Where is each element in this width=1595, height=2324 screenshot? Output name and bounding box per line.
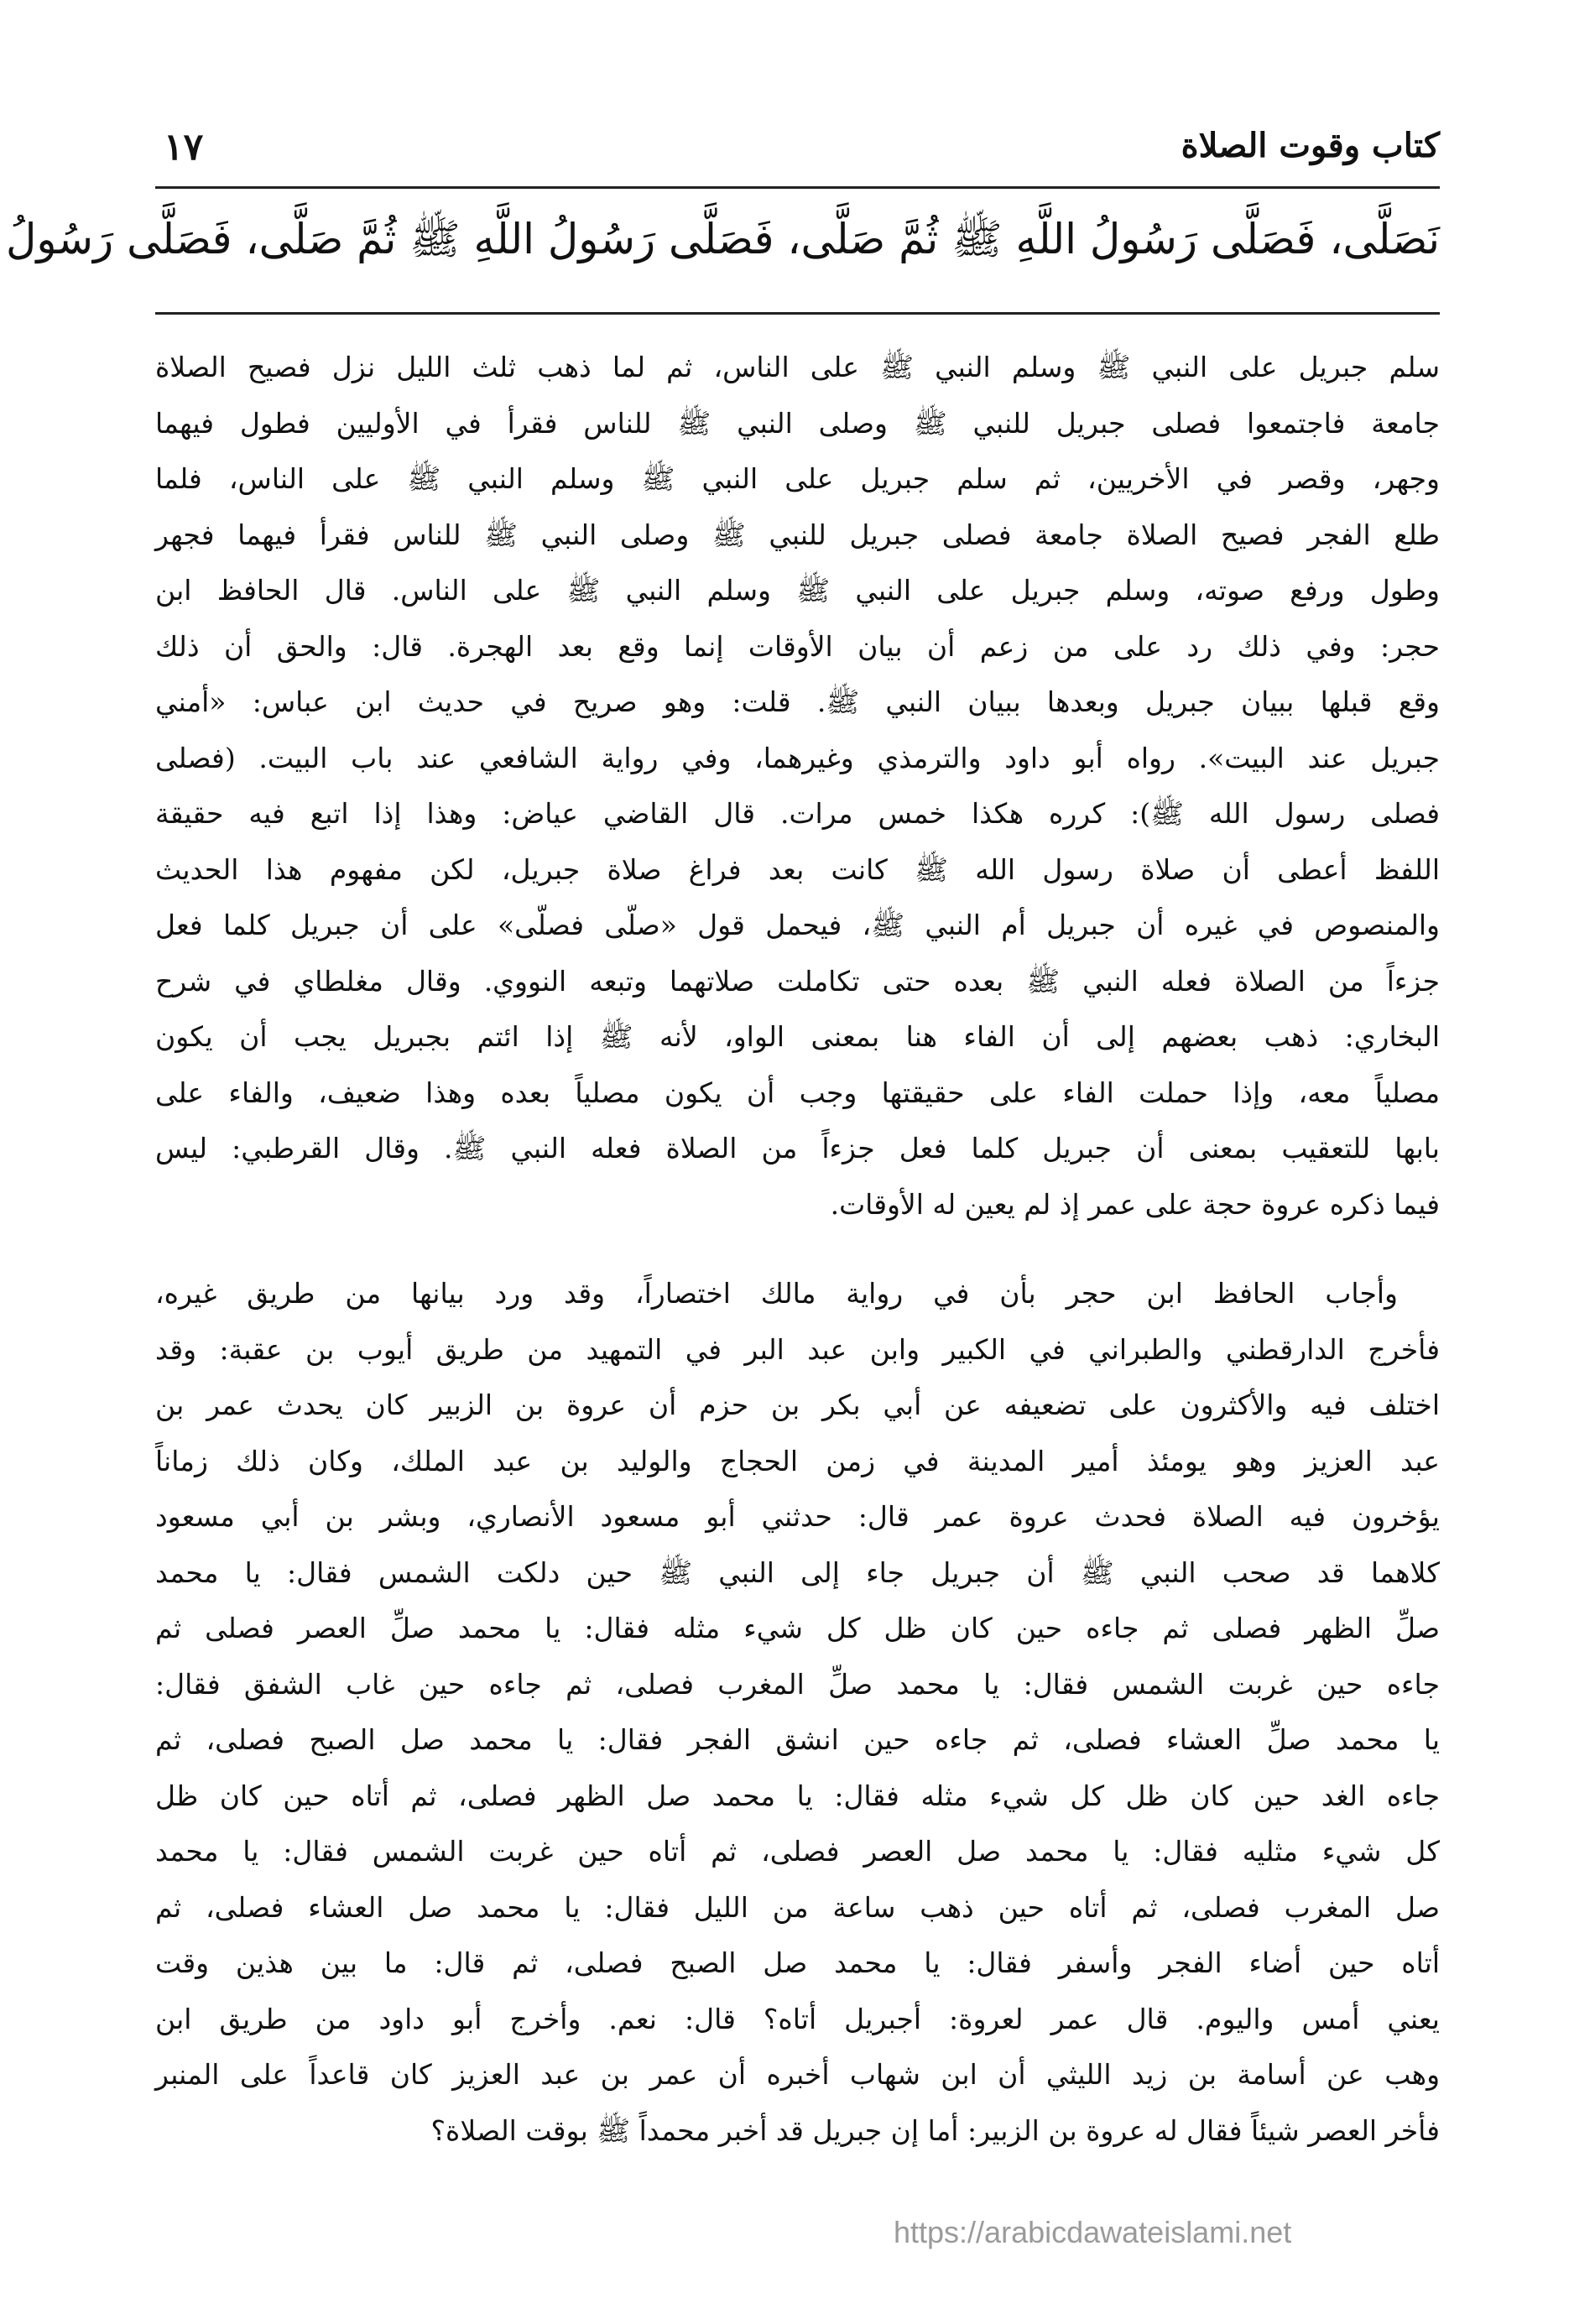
text-line: سلم جبريل على النبي ﷺ وسلم النبي ﷺ على الناس، ثم لما ذهب ثلث الليل نزل فصيح الصلاة bbox=[155, 351, 1440, 383]
text-line: حجر: وفي ذلك رد على من زعم أن بيان الأوقات إنما وقع بعد الهجرة. قال: والحق أن ذلك bbox=[155, 629, 1440, 663]
text-line: يا محمد صلِّ العشاء فصلى، ثم جاءه حين انشق الفجر فقال: يا محمد صل الصبح فصلى، ثم bbox=[155, 1723, 1440, 1756]
text-line: صل المغرب فصلى، ثم أتاه حين ذهب ساعة من الليل فقال: يا محمد صل العشاء فصلى، ثم bbox=[155, 1890, 1440, 1924]
text-line: جامعة فاجتمعوا فصلى جبريل للنبي ﷺ وصلى النبي ﷺ للناس فقرأ في الأوليين فطول فيهما bbox=[155, 406, 1440, 440]
text-line: يعني أمس واليوم. قال عمر لعروة: أجبريل أتاه؟ قال: نعم. وأخرج أبو داود من طريق ابن bbox=[155, 2002, 1440, 2035]
text-line: طلع الفجر فصيح الصلاة جامعة فصلى جبريل للنبي ﷺ وصلى النبي ﷺ للناس فقرأ فيهما فجهر bbox=[155, 518, 1440, 551]
text-line: أتاه حين أضاء الفجر وأسفر فقال: يا محمد صل الصبح فصلى، ثم قال: ما بين هذين وقت bbox=[155, 1946, 1440, 1979]
text-line: والمنصوص في غيره أن جبريل أم النبي ﷺ، فيحمل قول «صلّى فصلّى» على أن جبريل كلما فعل bbox=[155, 909, 1440, 941]
text-line: وقع قبلها ببيان جبريل وبعدها ببيان النبي ﷺ. قلت: وهو صريح في حديث ابن عباس: «أمني bbox=[155, 685, 1440, 718]
text-line: جبريل عند البيت». رواه أبو داود والترمذي وغيرهما، وفي رواية الشافعي عند باب البيت. (فصلى bbox=[155, 741, 1440, 774]
page-header bbox=[155, 126, 1440, 176]
text-line: صلِّ الظهر فصلى ثم جاءه حين كان ظل كل شيء مثله فقال: يا محمد صلِّ العصر فصلى ثم bbox=[155, 1612, 1440, 1644]
text-line: وأجاب الحافظ ابن حجر بأن في رواية مالك اختصاراً، وقد ورد بيانها من طريق غيره، bbox=[155, 1277, 1398, 1310]
text-line: فأخرج الدارقطني والطبراني في الكبير وابن عبد البر في التمهيد من طريق أيوب بن عقبة: وقد bbox=[155, 1332, 1440, 1366]
text-line: وهب عن أسامة بن زيد الليثي أن ابن شهاب أخبره أن عمر بن عبد العزيز كان قاعداً على المنبر bbox=[155, 2058, 1440, 2091]
watermark-url: https://arabicdawateislami.net bbox=[894, 2215, 1292, 2249]
text-line: اختلف فيه والأكثرون على تضعيفه عن أبي بكر بن حزم أن عروة بن الزبير كان يحدث عمر بن bbox=[155, 1389, 1440, 1421]
header-divider bbox=[155, 186, 1440, 189]
paragraph-1 bbox=[155, 340, 1440, 1232]
commentary-body bbox=[155, 340, 1440, 2159]
text-line: كلاهما قد صحب النبي ﷺ أن جبريل جاء إلى النبي ﷺ حين دلكت الشمس فقال: يا محمد bbox=[155, 1555, 1440, 1589]
chapter-title: كتاب وقوت الصلاة bbox=[1181, 126, 1440, 165]
paragraph-2 bbox=[155, 1266, 1440, 2159]
text-line: بابها للتعقيب بمعنى أن جبريل كلما فعل جزءاً من الصلاة فعله النبي ﷺ. وقال القرطبي: ليس bbox=[155, 1132, 1440, 1165]
text-line: جزءاً من الصلاة فعله النبي ﷺ بعده حتى تكاملت صلاتهما وتبعه النووي. وقال مغلطاي في شرح bbox=[155, 964, 1440, 998]
text-line: عبد العزيز وهو يومئذ أمير المدينة في زمن الحجاج والوليد بن عبد الملك، وكان ذلك زماناً bbox=[155, 1444, 1440, 1477]
text-line: البخاري: ذهب بعضهم إلى أن الفاء هنا بمعنى الواو، لأنه ﷺ إذا ائتم بجبريل يجب أن يكون bbox=[155, 1020, 1440, 1053]
text-line: فصلى رسول الله ﷺ): كرره هكذا خمس مرات. قال القاضي عياض: وهذا إذا اتبع فيه حقيقة bbox=[155, 797, 1440, 830]
commentary-divider bbox=[155, 312, 1440, 315]
text-line: وجهر، وقصر في الأخريين، ثم سلم جبريل على النبي ﷺ وسلم النبي ﷺ على الناس، فلما bbox=[155, 462, 1440, 495]
text-line: فيما ذكره عروة حجة على عمر إذ لم يعين له الأوقات. bbox=[830, 1187, 1440, 1221]
text-line: اللفظ أعطى أن صلاة رسول الله ﷺ كانت بعد فراغ صلاة جبريل، لكن مفهوم هذا الحديث bbox=[155, 852, 1440, 886]
text-line: يؤخرون فيه الصلاة فحدث عروة عمر قال: حدثني أبو مسعود الأنصاري، وبشر بن أبي مسعود bbox=[155, 1500, 1440, 1533]
page-number: ١٧ bbox=[164, 126, 204, 169]
text-line: كل شيء مثليه فقال: يا محمد صل العصر فصلى، ثم أتاه حين غربت الشمس فقال: يا محمد bbox=[155, 1835, 1440, 1868]
hadith-text-line: نَصَلَّى، فَصَلَّى رَسُولُ اللَّهِ ﷺ ثُمَّ صَلَّى، فَصَلَّى رَسُولُ اللَّهِ ﷺ ثُمَّ صَلَّى، فَصَلَّى رَسُولُ bbox=[5, 215, 1440, 263]
text-line: جاءه حين غربت الشمس فقال: يا محمد صلِّ المغرب فصلى، ثم جاءه حين غاب الشفق فقال: bbox=[155, 1667, 1440, 1701]
paragraph-gap bbox=[155, 1232, 1440, 1266]
text-line: وطول ورفع صوته، وسلم جبريل على النبي ﷺ وسلم النبي ﷺ على الناس. قال الحافظ ابن bbox=[155, 574, 1440, 607]
text-line: جاءه الغد حين كان ظل كل شيء مثله فقال: يا محمد صل الظهر فصلى، ثم أتاه حين كان ظل bbox=[155, 1779, 1440, 1812]
text-line: فأخر العصر شيئاً فقال له عروة بن الزبير: أما إن جبريل قد أخبر محمداً ﷺ بوقت الصلاة؟ bbox=[430, 2113, 1440, 2147]
text-line: مصلياً معه، وإذا حملت الفاء على حقيقتها وجب أن يكون مصلياً بعده وهذا ضعيف، والفاء على bbox=[155, 1076, 1440, 1109]
